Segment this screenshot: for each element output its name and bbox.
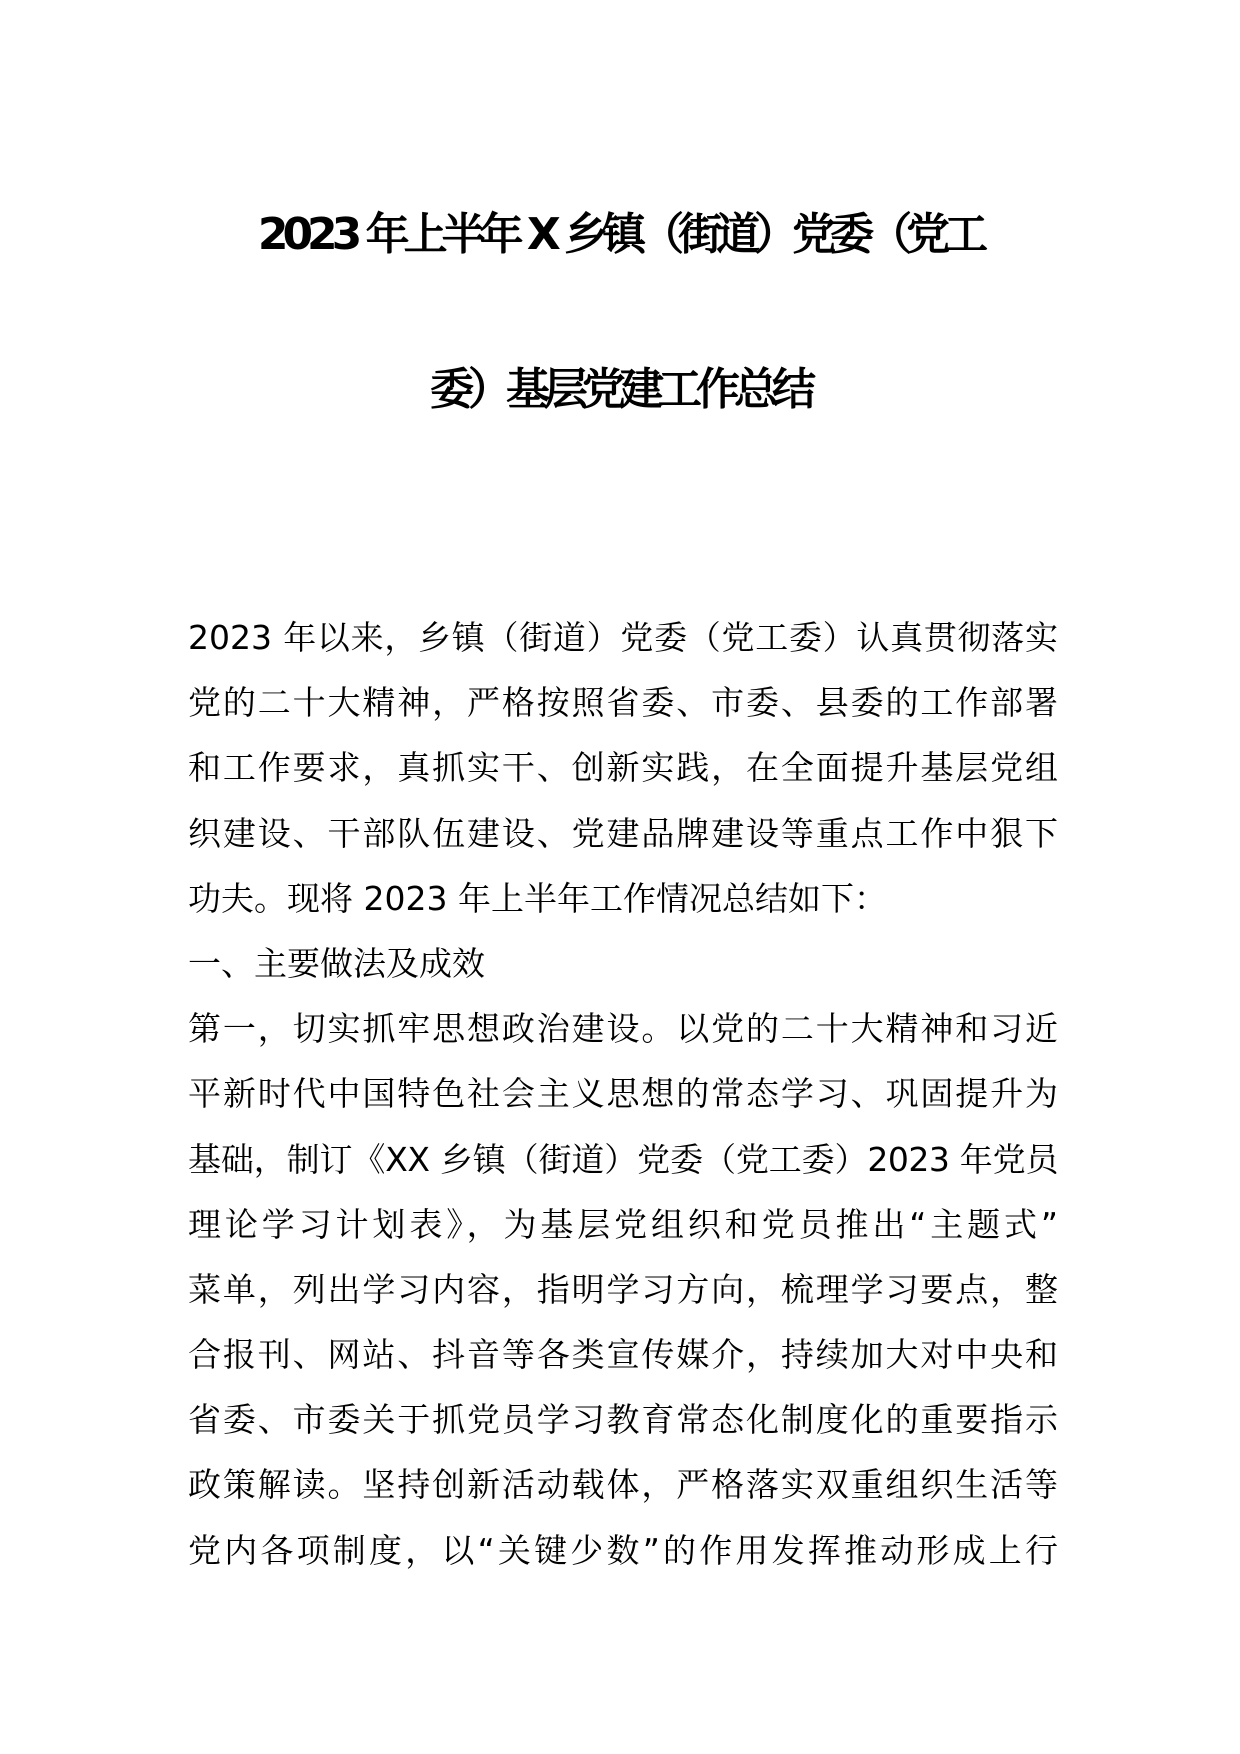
body-line: 功夫。现将 2023 年上半年工作情况总结如下： bbox=[188, 878, 887, 918]
body-line: 平新时代中国特色社会主义思想的常态学习、巩固提升为 bbox=[188, 1074, 1058, 1114]
body-line: 基础，制订《XX 乡镇（街道）党委（党工委）2023 年党员 bbox=[188, 1139, 1058, 1179]
body-line: 2023 年以来，乡镇（街道）党委（党工委）认真贯彻落实 bbox=[188, 618, 1058, 657]
body-line: 织建设、干部队伍建设、党建品牌建设等重点工作中狠下 bbox=[188, 813, 1058, 853]
document-body bbox=[188, 605, 1058, 1583]
body-line: 省委、市委关于抓党员学习教育常态化制度化的重要指示 bbox=[188, 1400, 1058, 1440]
document-title-line-2: 委）基层党建工作总结 bbox=[430, 364, 810, 415]
document-title-line-1: 2023 年上半年 X 乡镇（街道）党委（党工 bbox=[257, 209, 983, 260]
body-line: 政策解读。坚持创新活动载体，严格落实双重组织生活等 bbox=[188, 1465, 1058, 1505]
body-line: 理论学习计划表》，为基层党组织和党员推出“主题式” bbox=[188, 1204, 1058, 1244]
body-line: 和工作要求，真抓实干、创新实践，在全面提升基层党组 bbox=[188, 748, 1058, 788]
body-line: 第一，切实抓牢思想政治建设。以党的二十大精神和习近 bbox=[188, 1009, 1058, 1049]
body-line: 党的二十大精神，严格按照省委、市委、县委的工作部署 bbox=[188, 683, 1058, 723]
section-heading: 一、主要做法及成效 bbox=[188, 943, 485, 983]
body-line: 党内各项制度，以“关键少数”的作用发挥推动形成上行 bbox=[188, 1530, 1058, 1570]
body-line: 菜单，列出学习内容，指明学习方向，梳理学习要点，整 bbox=[188, 1269, 1058, 1309]
body-line: 合报刊、网站、抖音等各类宣传媒介，持续加大对中央和 bbox=[188, 1335, 1058, 1375]
